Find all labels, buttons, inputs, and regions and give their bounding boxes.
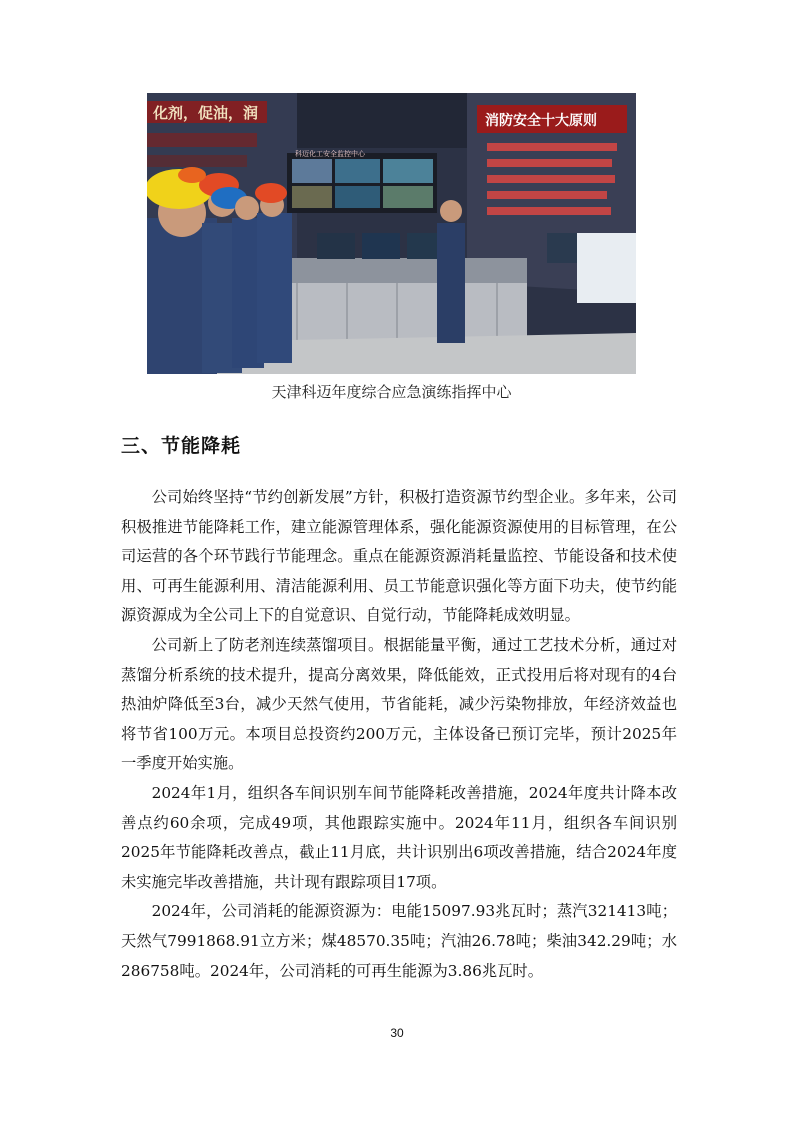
- left-wall-slogan: 化剂，促油，润: [153, 104, 259, 122]
- command-center-photo: [147, 93, 636, 374]
- paragraph-improvement-measures: 2024年1月，组织各车间识别车间节能降耗改善措施，2024年度共计降本改善点约60余项，完成49项，其他跟踪实施中。2024年11月，组织各车间识别2025年节能降耗改善点，截止11月底，共计识别出6项改善措施，结合2024年度未实施完毕改善措施，共计现有跟踪项目17项。: [121, 783, 677, 891]
- paragraph-energy-consumption: 2024年，公司消耗的能源资源为：电能15097.93兆瓦时；蒸汽321413吨；天然气7991868.91立方米；煤48570.35吨；汽油26.78吨；柴油342.29吨；水286758吨。2024年，公司消耗的可再生能源为3.86兆瓦时。: [121, 902, 677, 980]
- right-wall-slogan: 消防安全十大原则: [485, 113, 597, 129]
- photo-caption: 天津科迈年度综合应急演练指挥中心: [271, 383, 512, 401]
- body-text: [121, 483, 677, 986]
- page-number: 30: [390, 1026, 404, 1040]
- paragraph-energy-policy: 公司始终坚持“节约创新发展”方针，积极打造资源节约型企业。多年来，公司积极推进节能降耗工作，建立能源管理体系，强化能源资源使用的目标管理，在公司运营的各个环节践行节能理念。重点在能源资源消耗量监控、节能设备和技术使用、可再生能源利用、清洁能源利用、员工节能意识强化等方面下功夫，使节约能源资源成为全公司上下的自觉意识、自觉行动，节能降耗成效明显。: [121, 488, 677, 625]
- section-heading: 三、节能降耗: [121, 435, 242, 457]
- screen-banner: 科迈化工安全监控中心: [295, 150, 365, 158]
- paragraph-distillation-project: 公司新上了防老剂连续蒸馏项目。根据能量平衡，通过工艺技术分析，通过对蒸馏分析系统的技术提升，提高分离效果，降低能效，正式投用后将对现有的4台热油炉降低至3台，减少天然气使用，节省能耗，减少污染物排放，年经济效益也将节省100万元。本项目总投资约200万元，主体设备已预订完毕，预计2025年一季度开始实施。: [121, 635, 677, 773]
